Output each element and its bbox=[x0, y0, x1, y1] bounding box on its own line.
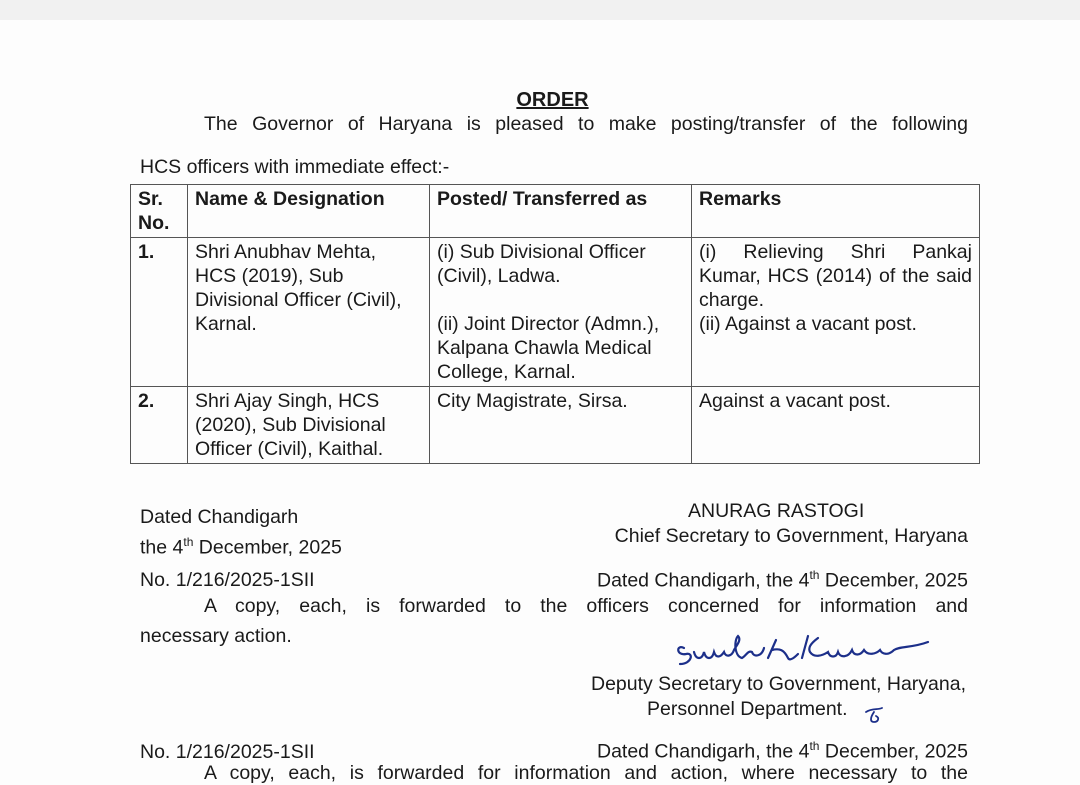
row-name-designation: Shri Anubhav Mehta, HCS (2019), Sub Divisional Officer (Civil), Karnal. bbox=[188, 238, 430, 387]
endorsement-text-line-1: A copy, each, is forwarded for information and action, where necessary to the bbox=[204, 762, 968, 784]
table-row bbox=[131, 238, 980, 387]
header-remarks: Remarks bbox=[692, 185, 980, 238]
header-sr-no: Sr. No. bbox=[131, 185, 188, 238]
deputy-title-line-1: Deputy Secretary to Government, Haryana, bbox=[590, 673, 966, 695]
handwritten-signature bbox=[672, 628, 934, 672]
endorsement-number: No. 1/216/2025-1SII bbox=[140, 741, 315, 763]
endorsement-number: No. 1/216/2025-1SII bbox=[140, 569, 315, 591]
order-title: ORDER bbox=[516, 89, 589, 111]
row-remarks-cell bbox=[692, 238, 980, 387]
deputy-title-line-2: Personnel Department. bbox=[647, 698, 848, 720]
posted-item: (ii) Joint Director (Admn.), Kalpana Chawla Medical College, Karnal. bbox=[437, 313, 660, 383]
intro-line-1: The Governor of Haryana is pleased to make posting/transfer of the following bbox=[204, 113, 968, 135]
row-posted-cell bbox=[430, 387, 692, 464]
initial-mark bbox=[862, 704, 888, 726]
header-name-designation: Name & Designation bbox=[188, 185, 430, 238]
endorsement-date: Dated Chandigarh, the 4th December, 2025 bbox=[596, 739, 968, 763]
remarks-item: (ii) Against a vacant post. bbox=[699, 313, 917, 335]
dated-date: the 4th December, 2025 bbox=[140, 535, 342, 559]
remarks-item: (i) Relieving Shri Pankaj Kumar, HCS (2014) of the said charge. bbox=[699, 241, 972, 311]
endorsement-date: Dated Chandigarh, the 4th December, 2025 bbox=[596, 568, 968, 592]
row-sr: 2. bbox=[131, 387, 188, 464]
row-sr: 1. bbox=[131, 238, 188, 387]
transfer-table bbox=[130, 184, 980, 464]
table-row bbox=[131, 387, 980, 464]
posted-item: (i) Sub Divisional Officer (Civil), Ladwa. bbox=[437, 241, 646, 287]
endorsement-text-line-1: A copy, each, is forwarded to the officers concerned for information and bbox=[204, 595, 968, 617]
dated-place: Dated Chandigarh bbox=[140, 506, 299, 528]
top-edge bbox=[0, 0, 1080, 20]
endorsement-text-line-2: necessary action. bbox=[140, 625, 292, 647]
table-header-row bbox=[131, 185, 980, 238]
signatory-name: ANURAG RASTOGI bbox=[688, 500, 865, 522]
header-posted-transferred: Posted/ Transferred as bbox=[430, 185, 692, 238]
row-name-designation: Shri Ajay Singh, HCS (2020), Sub Divisional Officer (Civil), Kaithal. bbox=[188, 387, 430, 464]
signatory-title: Chief Secretary to Government, Haryana bbox=[614, 525, 968, 547]
posted-item: City Magistrate, Sirsa. bbox=[437, 390, 628, 412]
remarks-item: Against a vacant post. bbox=[699, 390, 891, 412]
intro-line-2: HCS officers with immediate effect:- bbox=[140, 156, 450, 178]
signature-stroke bbox=[672, 628, 934, 672]
row-remarks-cell bbox=[692, 387, 980, 464]
row-posted-cell bbox=[430, 238, 692, 387]
